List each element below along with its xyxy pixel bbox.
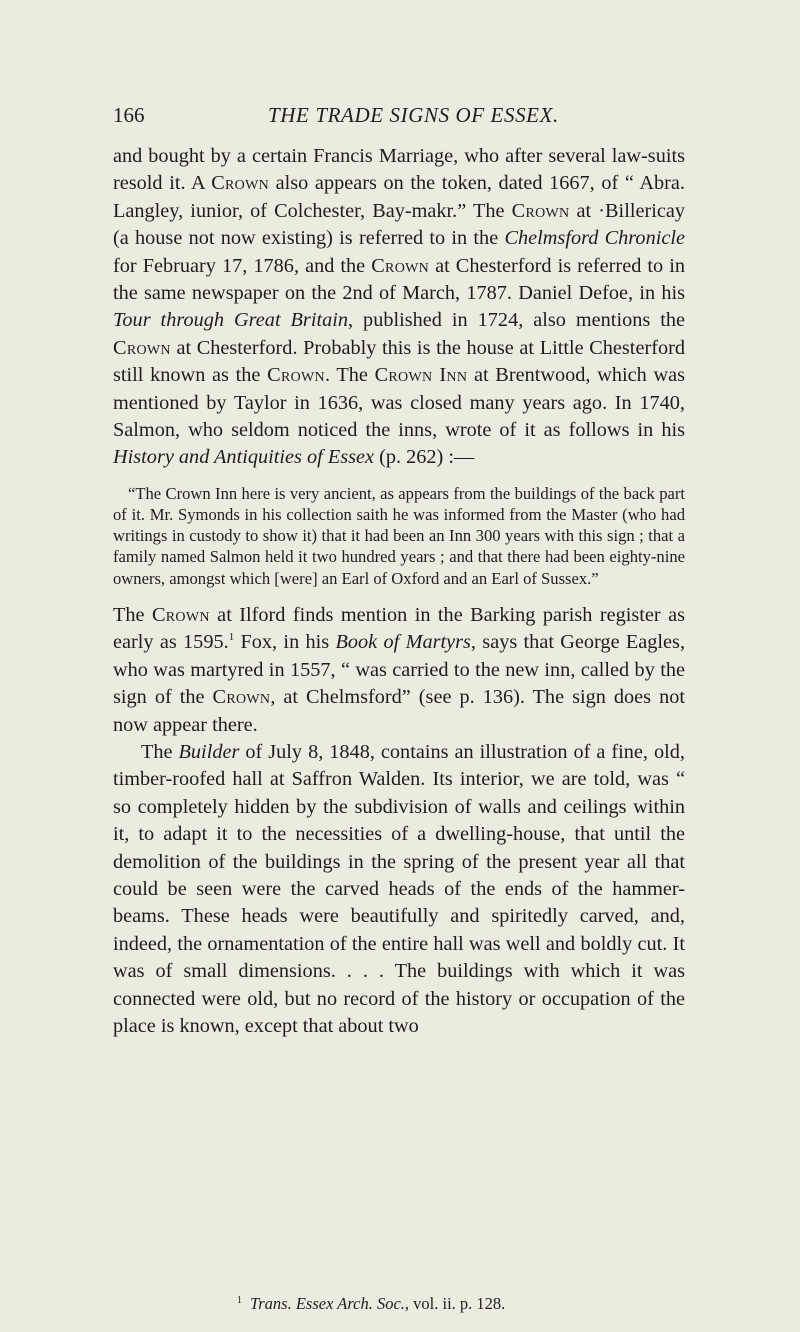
body-text — [113, 143, 685, 1040]
paragraph-2 — [113, 602, 685, 739]
publication-title: Builder — [178, 740, 240, 763]
footnote-citation: , vol. ii. p. 128. — [404, 1294, 506, 1313]
footnote-marker: 1 — [237, 1294, 242, 1306]
text-run: at ·Billericay (a house not now existing) is referred to in the — [113, 199, 686, 250]
text-run: , says that George Eagles, who was martyred in 1557, “ was carried to the new inn, called by the sign of the — [113, 631, 686, 709]
sign-name: Crown — [212, 686, 271, 709]
sign-name: Crown — [371, 254, 430, 277]
publication-title: Chelmsford Chronicle — [504, 227, 685, 250]
text-run: , published in 1724, also mentions the — [348, 309, 685, 332]
text-run: also appears on the token, dated 1667, of “ Abra. Langley, iunior, of Colchester, Bay-makr.” The — [113, 172, 686, 222]
sign-name: Crown — [113, 336, 171, 359]
paragraph-1 — [113, 143, 685, 472]
text-run: and bought by a certain Francis Marriage, who after several law-suits resold it. A — [113, 145, 685, 195]
sign-name: Crown — [211, 172, 270, 195]
paragraph-3 — [113, 739, 685, 1040]
sign-name: Crown Inn — [374, 364, 468, 387]
running-title: THE TRADE SIGNS OF ESSEX. — [268, 103, 559, 127]
page-header — [113, 103, 683, 131]
text-run: at Brentwood, which was mentioned by Taylor in 1636, was closed many years ago. In 1740, Salmon, who seldom noticed the inns, wrote of it as follows in his — [113, 364, 686, 442]
footnote-reference[interactable]: 1 — [228, 631, 235, 644]
sign-name: Crown — [151, 603, 210, 626]
text-run: Fox, in his — [234, 631, 336, 654]
text-run: at Chesterford. Probably this is the house at Little Chesterford still known as the — [113, 336, 685, 387]
block-quote: “The Crown Inn here is very ancient, as appears from the buildings of the back part of it. Mr. Symonds in his collection saith he was informed from the Master (who had writings in custody to show it) that it had been an Inn 300 years with this sign ; that a family named Salmon held it two hundred years ; and that there had been eighty-nine owners, amongst which [were] an Earl of Oxford and an Earl of Sussex.” — [113, 483, 685, 588]
text-run: of July 8, 1848, contains an illustration of a fine, old, timber-roofed hall at Saffron Walden. Its interior, we are told, was “ so completely hidden by the subdivision of walls and ceilings within it, to adapt it to the necessities of a dwelling-house, that until the demolition of the buildings in the spring of the present year all that could be seen were the carved heads of the ends of the hammer-beams. These heads were beautifully and spiritedly carved, and, indeed, the ornamentation of the entire hall was well and boldly cut. It was of small dimensions. . . . The buildings with which it was connected were old, but no record of the history or occupation of the place is known, except that about two — [113, 740, 685, 1037]
publication-title: History and Antiquities of Essex — [113, 446, 375, 469]
publication-title: Book of Martyrs — [335, 631, 471, 654]
text-run: for February 17, 1786, and the — [113, 254, 372, 277]
publication-title: Tour through Great Britain — [113, 309, 349, 332]
text-run: at Ilford finds mention in the Barking parish register as early as 1595. — [113, 603, 685, 654]
text-run: (p. 262) :— — [374, 446, 475, 469]
text-run: at Chesterford is referred to in the same newspaper on the 2nd of March, 1787. Daniel Defoe, in his — [113, 254, 685, 305]
footnote-source-title: Trans. Essex Arch. Soc. — [250, 1294, 405, 1313]
text-run: . The — [324, 364, 375, 387]
text-run: The — [141, 740, 179, 763]
sign-name: Crown — [267, 364, 325, 387]
sign-name: Crown — [511, 199, 570, 222]
text-run: , at Chelmsford” (see p. 136). The sign does not now appear there. — [113, 686, 685, 736]
text-run: The — [113, 603, 152, 626]
footnote — [237, 1294, 505, 1314]
page-number: 166 — [113, 103, 145, 127]
